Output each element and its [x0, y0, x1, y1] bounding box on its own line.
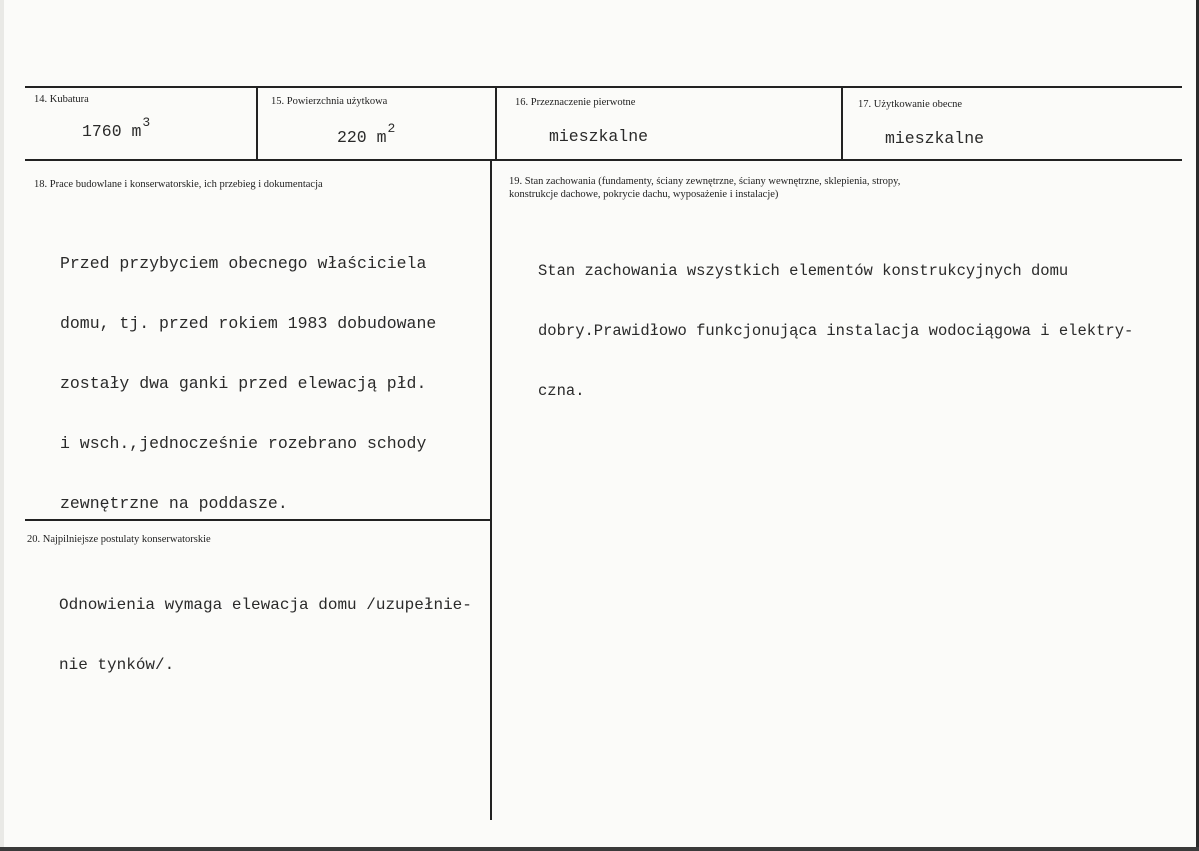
field-18-line: i wsch.,jednocześnie rozebrano schody [60, 434, 427, 453]
field-19-line: dobry.Prawidłowo funkcjonująca instalacja wodociągowa i elektry- [538, 322, 1134, 340]
field-18-line: domu, tj. przed rokiem 1983 dobudowane [60, 314, 437, 333]
field-18-label: 18. Prace budowlane i konserwatorskie, ich przebieg i dokumentacja [34, 179, 323, 190]
divider-14-15 [256, 87, 258, 160]
field-19-label-line: 19. Stan zachowania (fundamenty, ściany zewnętrzne, ściany wewnętrzne, sklepienia, stropy, [509, 176, 901, 187]
field-15-number: 220 m [337, 128, 387, 147]
page-bottom-edge [0, 847, 1199, 851]
field-17-value: mieszkalne [885, 129, 985, 148]
field-19-line: Stan zachowania wszystkich elementów konstrukcyjnych domu [538, 262, 1069, 280]
divider-15-16 [495, 87, 497, 160]
field-16-value: mieszkalne [549, 127, 649, 146]
top-rule [25, 86, 1182, 88]
field-14-value [82, 115, 151, 143]
field-18-text [60, 214, 436, 554]
field-15-exponent: 2 [387, 121, 396, 136]
field-19-label-line: konstrukcje dachowe, pokrycie dachu, wyposażenie i instalacje) [509, 189, 779, 200]
field-17-label: 17. Użytkowanie obecne [858, 99, 963, 110]
field-18-line: zewnętrzne na poddasze. [60, 494, 288, 513]
divider-16-17 [841, 87, 843, 160]
field-15-value [337, 121, 396, 149]
page-left-edge [0, 0, 4, 851]
field-15-label: 15. Powierzchnia użytkowa [271, 96, 388, 107]
field-14-number: 1760 m [82, 122, 142, 141]
field-20-text [59, 555, 472, 715]
field-19-line: czna. [538, 382, 585, 400]
field-14-label: 14. Kubatura [34, 94, 89, 105]
field-18-line: zostały dwa ganki przed elewacją płd. [60, 374, 427, 393]
field-19-text [538, 221, 1133, 441]
field-20-line: nie tynków/. [59, 656, 175, 674]
center-divider [490, 160, 492, 820]
field-19-label [509, 175, 900, 201]
field-18-line: Przed przybyciem obecnego właściciela [60, 254, 427, 273]
field-16-label: 16. Przeznaczenie pierwotne [515, 97, 636, 108]
field-14-exponent: 3 [142, 115, 151, 130]
row1-bottom-rule [25, 159, 1182, 161]
field-20-label: 20. Najpilniejsze postulaty konserwatorskie [27, 534, 211, 545]
field-20-line: Odnowienia wymaga elewacja domu /uzupełnie- [59, 596, 472, 614]
